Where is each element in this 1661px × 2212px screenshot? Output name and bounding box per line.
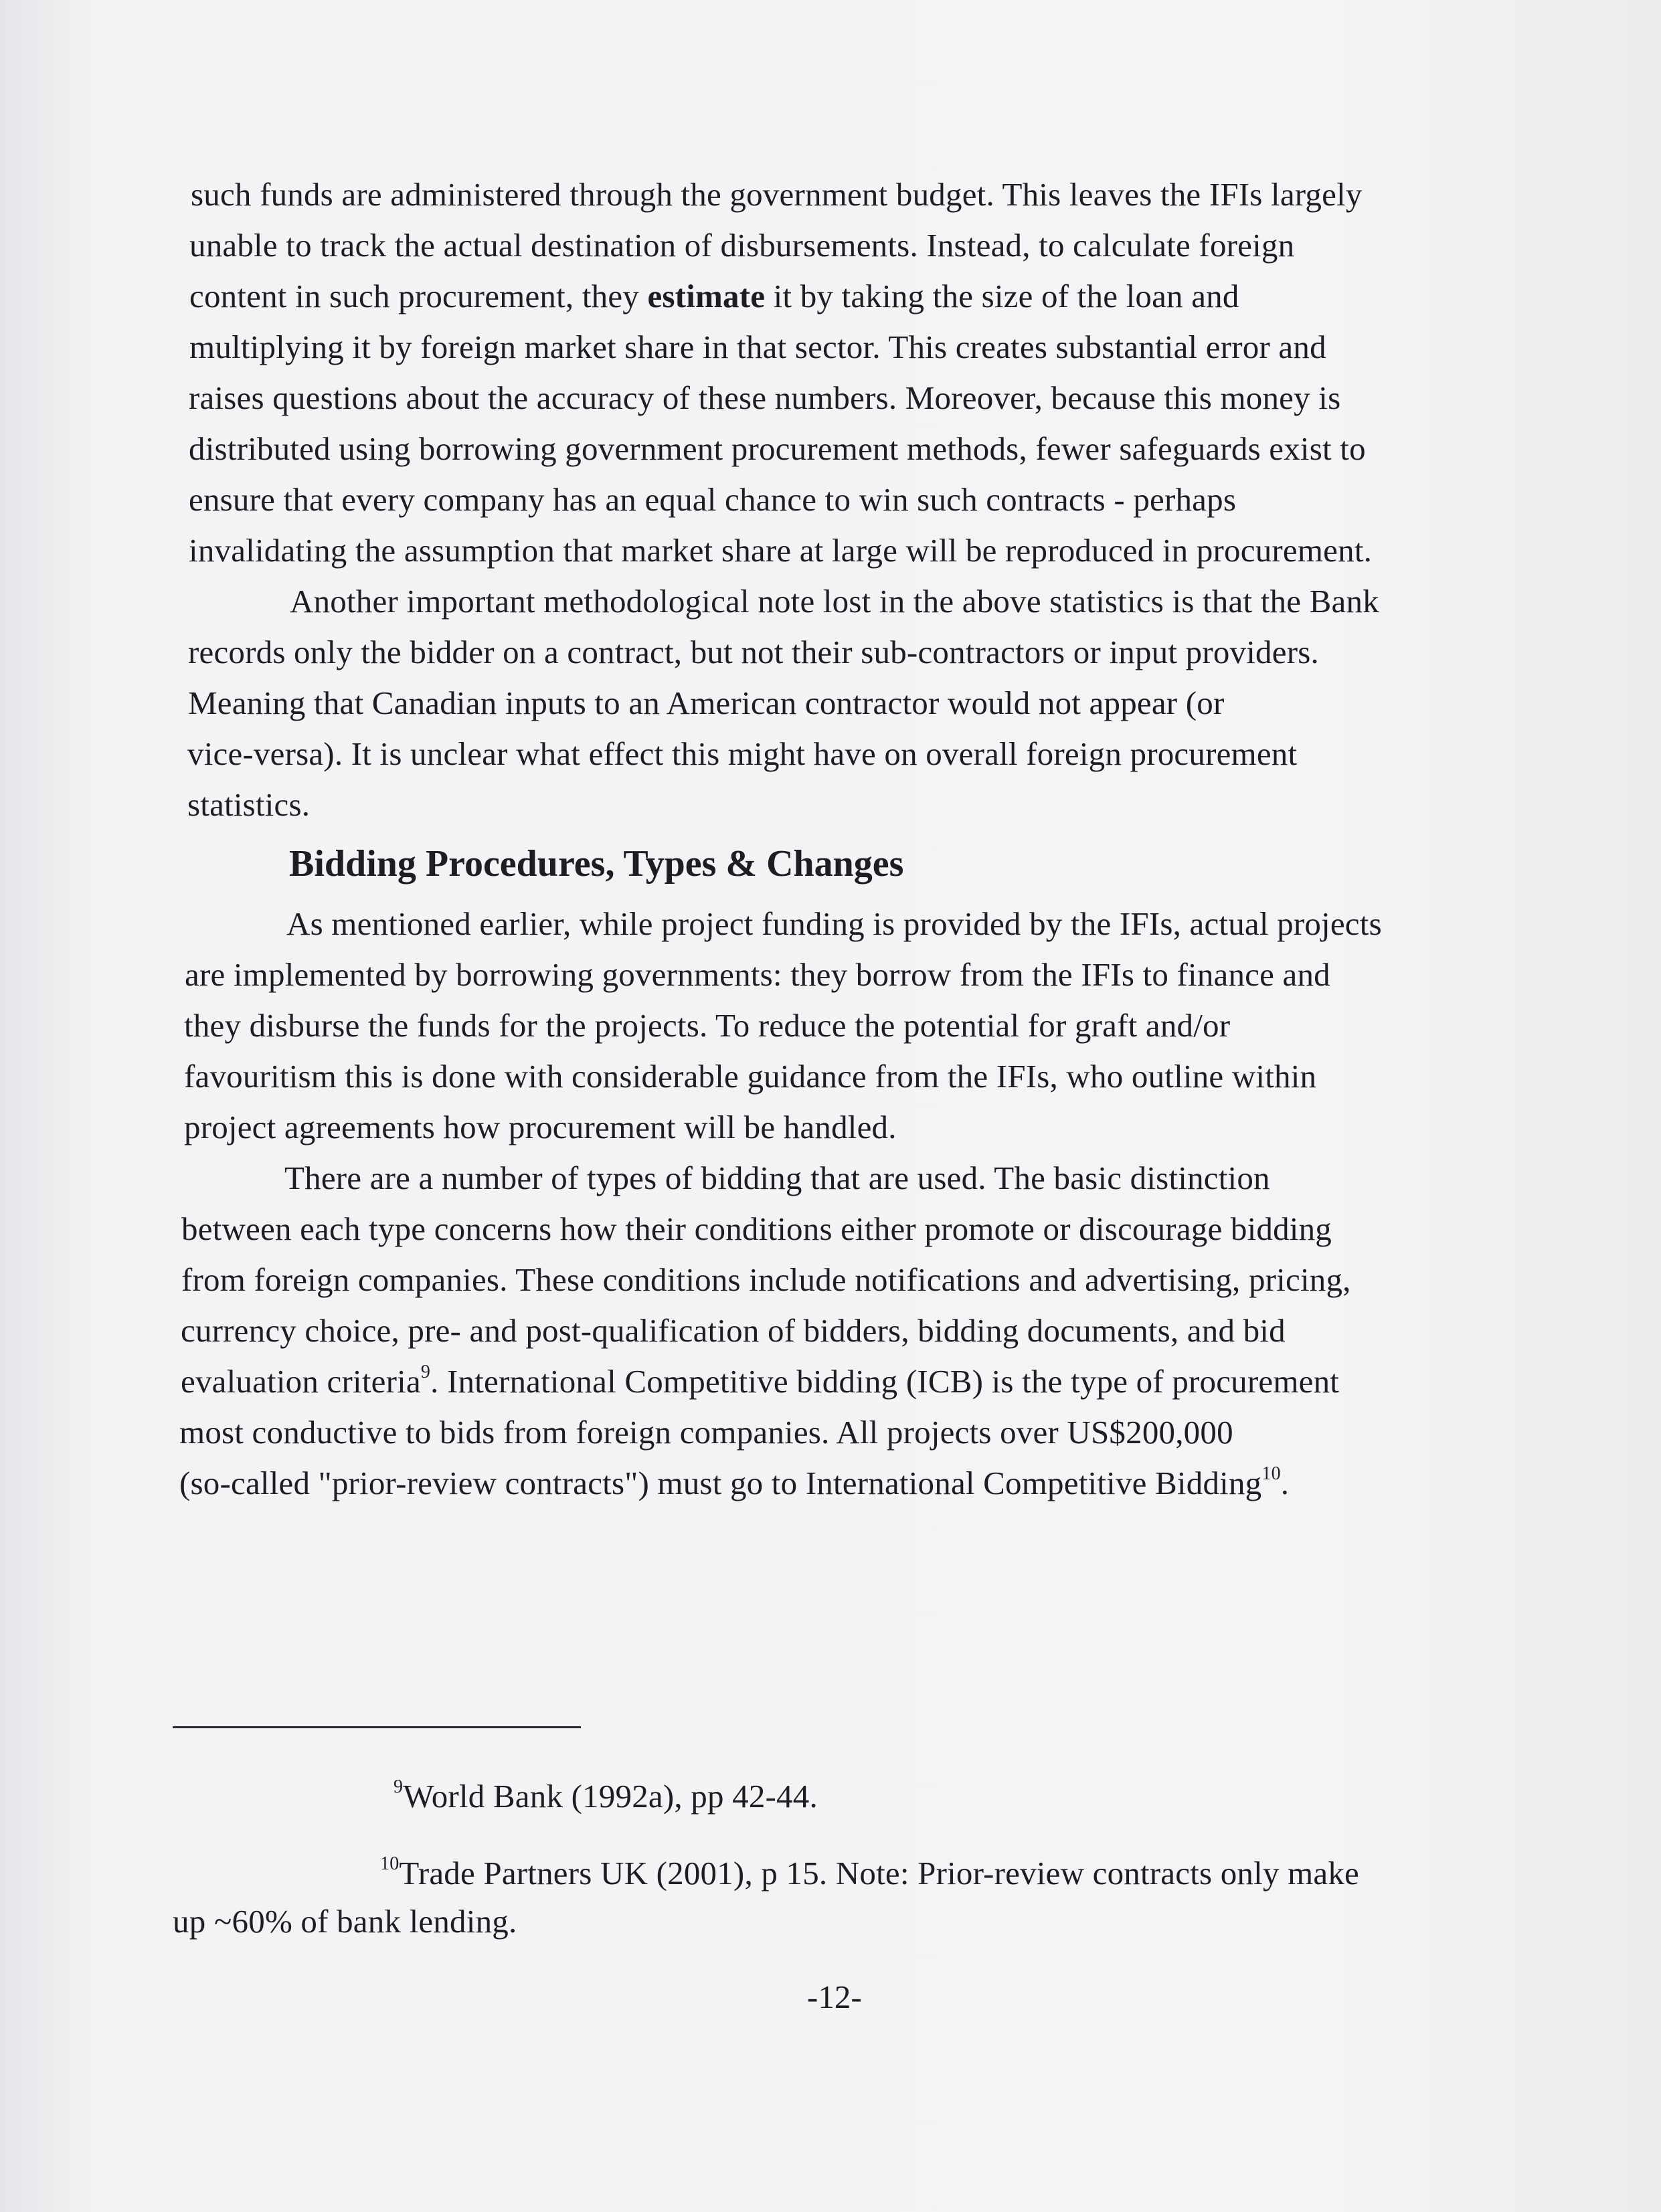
footnote-ref-9: 9 bbox=[420, 1362, 431, 1382]
footnote-divider bbox=[173, 1726, 581, 1728]
paragraph1-line1: such funds are administered through the government budget. This leaves the IFIs largely bbox=[191, 176, 1363, 213]
paragraph1-line3-pre: content in such procurement, they bbox=[189, 278, 648, 314]
paragraph3-line1: As mentioned earlier, while project funding is provided by the IFIs, actual projects bbox=[286, 905, 1382, 942]
paragraph2-line5: statistics. bbox=[187, 786, 311, 823]
paragraph4-line6: most conductive to bids from foreign companies. All projects over US$200,000 bbox=[179, 1414, 1233, 1451]
footnote-9 bbox=[394, 1776, 818, 1817]
paragraph4-line7-post: . bbox=[1280, 1465, 1290, 1501]
footnote-ref-10: 10 bbox=[1261, 1463, 1281, 1484]
paragraph4-line5-post: . International Competitive bidding (ICB) is the type of procurement bbox=[430, 1363, 1340, 1400]
paragraph3-line3: they disburse the funds for the projects. To reduce the potential for graft and/or bbox=[184, 1007, 1231, 1044]
paragraph1-line8: invalidating the assumption that market share at large will be reproduced in procurement. bbox=[189, 532, 1373, 569]
paragraph4-line5-pre: evaluation criteria bbox=[181, 1363, 421, 1400]
paragraph4-line4: currency choice, pre- and post-qualification of bidders, bidding documents, and bid bbox=[181, 1312, 1286, 1349]
paragraph2-line3: Meaning that Canadian inputs to an American contractor would not appear (or bbox=[188, 684, 1225, 721]
emphasis-estimate: estimate bbox=[647, 278, 766, 314]
paragraph4-line2: between each type concerns how their conditions either promote or discourage bidding bbox=[181, 1210, 1332, 1247]
page-number: -12- bbox=[807, 1978, 862, 2015]
paragraph1-line7: ensure that every company has an equal chance to win such contracts - perhaps bbox=[189, 481, 1237, 518]
paragraph3-line5: project agreements how procurement will be handled. bbox=[184, 1109, 897, 1145]
footnote-10-line2: up ~60% of bank lending. bbox=[173, 1903, 517, 1940]
footnote-10-line1 bbox=[380, 1853, 1359, 1894]
paragraph1-line6: distributed using borrowing government procurement methods, fewer safeguards exist to bbox=[189, 430, 1366, 467]
paragraph2-line1: Another important methodological note lost in the above statistics is that the Bank bbox=[290, 583, 1379, 620]
paragraph4-line3: from foreign companies. These conditions include notifications and advertising, pricing, bbox=[181, 1261, 1351, 1298]
footnote-10-text: Trade Partners UK (2001), p 15. Note: Prior-review contracts only make bbox=[399, 1855, 1359, 1892]
footnote-9-marker: 9 bbox=[394, 1776, 404, 1797]
paragraph4-line1: There are a number of types of bidding that are used. The basic distinction bbox=[284, 1160, 1270, 1196]
paragraph4-line7-pre: (so-called "prior-review contracts") must go to International Competitive Bidding bbox=[179, 1465, 1262, 1501]
paragraph2-line4: vice-versa). It is unclear what effect this might have on overall foreign procurement bbox=[187, 735, 1298, 772]
paragraph3-line4: favouritism this is done with considerable guidance from the IFIs, who outline within bbox=[184, 1058, 1317, 1095]
paragraph4-line7 bbox=[179, 1463, 1289, 1503]
paragraph1-line3-post: it by taking the size of the loan and bbox=[765, 278, 1239, 314]
paragraph1-line4: multiplying it by foreign market share in that sector. This creates substantial error and bbox=[189, 329, 1326, 365]
paragraph1-line3 bbox=[189, 276, 1239, 316]
paragraph1-line2: unable to track the actual destination of disbursements. Instead, to calculate foreign bbox=[189, 227, 1295, 264]
paragraph3-line2: are implemented by borrowing governments: they borrow from the IFIs to finance and bbox=[185, 956, 1330, 993]
paragraph1-line5: raises questions about the accuracy of these numbers. Moreover, because this money is bbox=[189, 379, 1341, 416]
footnote-10-marker: 10 bbox=[380, 1853, 400, 1874]
section-heading: Bidding Procedures, Types & Changes bbox=[289, 843, 904, 885]
paragraph4-line5 bbox=[181, 1362, 1339, 1402]
footnote-9-text: World Bank (1992a), pp 42-44. bbox=[403, 1778, 818, 1815]
paragraph2-line2: records only the bidder on a contract, but not their sub-contractors or input providers. bbox=[188, 634, 1319, 670]
